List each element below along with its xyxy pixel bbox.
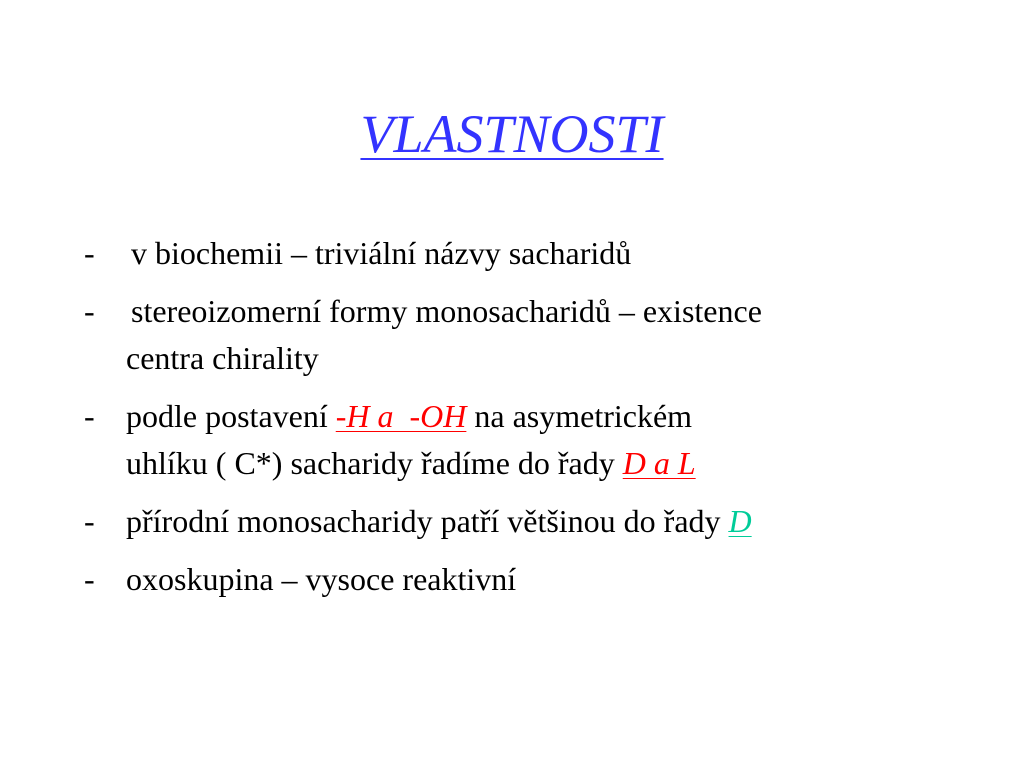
bullet-item [84, 556, 984, 603]
slide-title: VLASTNOSTI [360, 104, 664, 164]
bullet-text: v biochemii – triviální názvy sacharidů [131, 235, 632, 271]
bullet-text: podle postavení [126, 398, 336, 434]
bullet-marker: - [84, 561, 95, 597]
bullet-item [84, 288, 984, 382]
bullet-text: stereoizomerní formy monosacharidů – existence [131, 293, 762, 329]
bullet-text: přírodní monosacharidy patří většinou do řady [126, 503, 729, 539]
highlight-d: D [728, 503, 752, 539]
highlight-d-l: D a L [622, 445, 696, 481]
bullet-item [84, 498, 984, 545]
bullet-marker: - [84, 235, 95, 271]
bullet-continuation: centra chirality [126, 340, 319, 376]
bullet-continuation [126, 440, 984, 487]
bullet-text: uhlíku ( C*) sacharidy řadíme do řady [126, 445, 623, 481]
bullet-marker: - [84, 293, 95, 329]
bullet-list [84, 230, 984, 614]
bullet-item [84, 393, 984, 487]
bullet-marker: - [84, 503, 95, 539]
highlight-h-oh: -H a -OH [335, 398, 467, 434]
bullet-item [84, 230, 984, 277]
bullet-text: na asymetrickém [474, 398, 693, 434]
bullet-text: oxoskupina – vysoce reaktivní [126, 561, 517, 597]
bullet-marker: - [84, 398, 95, 434]
